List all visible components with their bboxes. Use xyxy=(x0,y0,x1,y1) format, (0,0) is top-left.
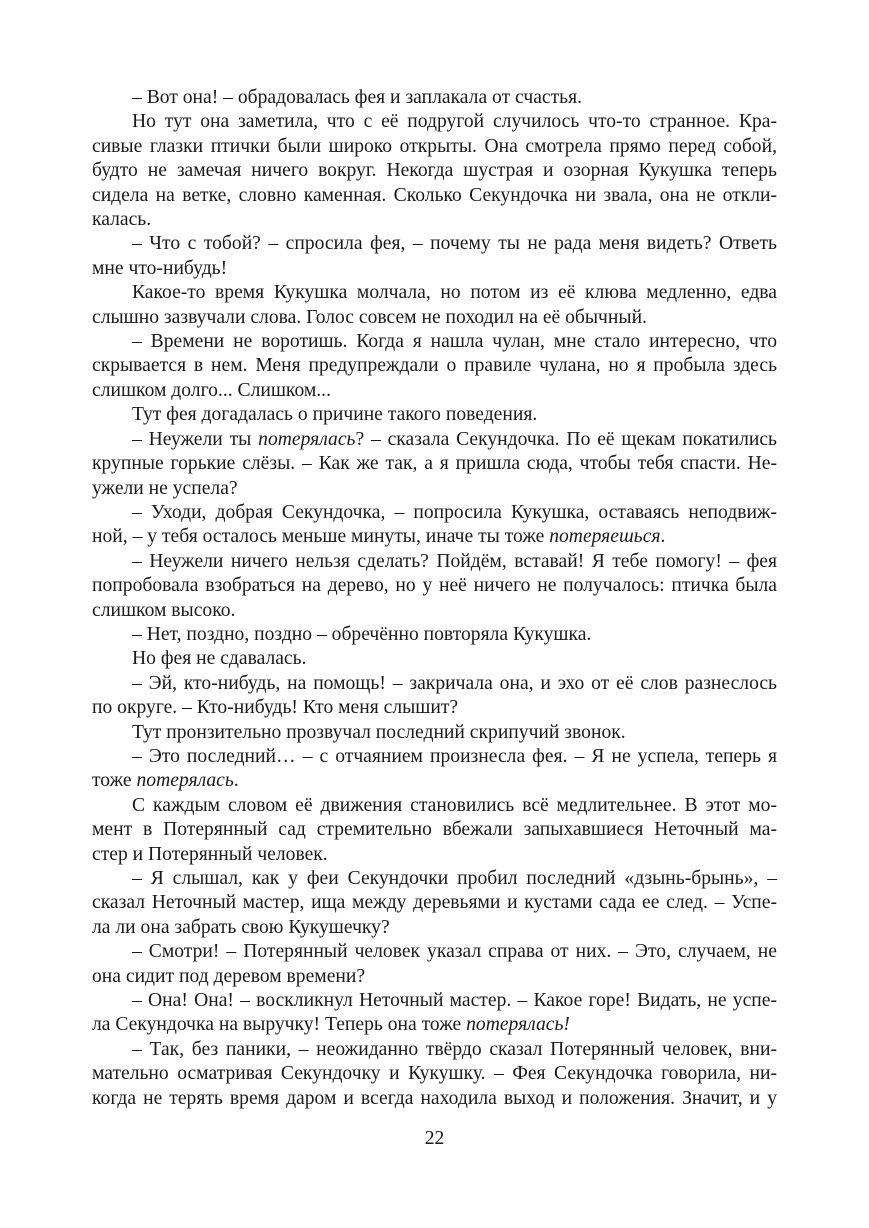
text-run: . xyxy=(660,526,666,548)
text-line xyxy=(92,550,777,574)
text-line xyxy=(92,306,777,330)
paragraph xyxy=(92,1038,777,1111)
text-line xyxy=(92,428,777,452)
text-line xyxy=(92,843,777,867)
text-line xyxy=(92,745,777,769)
text-line xyxy=(92,525,777,549)
text-run: тоже xyxy=(92,770,137,792)
text-line xyxy=(92,135,777,159)
text-line xyxy=(92,916,777,940)
text-run: – Неужели ты xyxy=(132,428,259,450)
text-run: сказал Неточный мастер, ища между деревьями и кустами сада ее след. – Успе- xyxy=(92,892,777,914)
text-line xyxy=(92,477,777,501)
paragraph xyxy=(92,403,777,427)
text-line xyxy=(92,794,777,818)
paragraph xyxy=(92,867,777,940)
text-run: – Я слышал, как у феи Секундочки пробил последний «дзынь-брынь», – xyxy=(132,868,777,889)
text-line xyxy=(92,867,777,891)
italic-text: потеряешься xyxy=(549,526,661,548)
text-run: когда не терять время даром и всегда находила выход и положения. Значит, и у xyxy=(92,1087,777,1109)
paragraph xyxy=(92,501,777,550)
text-run: Но фея не сдавалась. xyxy=(132,648,307,670)
text-run: – Так, без паники, – неожиданно твёрдо сказал Потерянный человек, вни- xyxy=(132,1038,777,1060)
text-line xyxy=(92,354,777,378)
text-run: – Она! Она! – воскликнул Неточный мастер. – Какое горе! Видать, не успе- xyxy=(132,990,777,1012)
italic-text: потерялась! xyxy=(466,1014,570,1036)
text-run: Тут фея догадалась о причине такого поведения. xyxy=(132,404,538,426)
text-run: ла ли она забрать свою Кукушечку? xyxy=(92,916,390,938)
italic-text: потерялась xyxy=(136,770,234,792)
text-run: – Времени не воротишь. Когда я нашла чулан, мне стало интересно, что xyxy=(132,331,777,353)
paragraph xyxy=(92,232,777,281)
text-run: . xyxy=(233,770,239,792)
text-run: – Смотри! – Потерянный человек указал справа от них. – Это, случаем, не xyxy=(132,941,777,963)
text-run: слышно зазвучали слова. Голос совсем не походил на её обычный. xyxy=(92,306,647,328)
text-line xyxy=(92,1013,777,1037)
text-run: – Эй, кто-нибудь, на помощь! – закричала она, и эхо от её слов разнеслось xyxy=(132,672,777,694)
text-line xyxy=(92,330,777,354)
text-run: мательно осматривая Секундочку и Кукушку. – Фея Секундочка говорила, ни- xyxy=(92,1063,777,1085)
text-run: калась. xyxy=(92,209,152,231)
paragraph xyxy=(92,330,777,403)
text-run: по округе. – Кто-нибудь! Кто меня слышит? xyxy=(92,697,459,719)
text-line xyxy=(92,86,777,110)
text-run: сивые глазки птички были широко открыты. Она смотрела прямо перед собой, xyxy=(92,135,777,157)
text-run: ла Секундочка на выручку! Теперь она тоже xyxy=(92,1014,467,1036)
text-run: слишком высоко. xyxy=(92,599,236,621)
text-line xyxy=(92,281,777,305)
text-run: будто не замечая ничего вокруг. Некогда шустрая и озорная Кукушка теперь xyxy=(92,160,777,182)
text-line xyxy=(92,965,777,989)
paragraph xyxy=(92,721,777,745)
text-run: стер и Потерянный человек. xyxy=(92,843,328,865)
text-line xyxy=(92,769,777,793)
text-line xyxy=(92,696,777,720)
paragraph xyxy=(92,550,777,623)
text-run: слишком долго... Слишком... xyxy=(92,379,331,401)
body-text xyxy=(92,86,777,1111)
text-line xyxy=(92,818,777,842)
text-line xyxy=(92,1087,777,1111)
text-run: – Что с тобой? – спросила фея, – почему ты не рада меня видеть? Ответь xyxy=(132,233,777,255)
text-line xyxy=(92,940,777,964)
text-line xyxy=(92,721,777,745)
text-line xyxy=(92,501,777,525)
text-line xyxy=(92,1038,777,1062)
paragraph xyxy=(92,672,777,721)
text-line xyxy=(92,110,777,134)
text-run: скрывается в нем. Меня предупреждали о правиле чулана, но я пробыла здесь xyxy=(92,355,777,377)
text-line xyxy=(92,599,777,623)
text-run: крупные горькие слёзы. – Как же так, а я пришла сюда, чтобы тебя спасти. Не- xyxy=(92,453,777,475)
text-line xyxy=(92,379,777,403)
text-line xyxy=(92,989,777,1013)
text-run: С каждым словом её движения становились всё медлительнее. В этот мо- xyxy=(132,794,777,816)
text-line xyxy=(92,452,777,476)
text-run: Но тут она заметила, что с её подругой случилось что-то странное. Кра- xyxy=(132,111,777,133)
text-line xyxy=(92,403,777,427)
text-run: она сидит под деревом времени? xyxy=(92,965,366,987)
italic-text: потерялась xyxy=(258,428,356,450)
paragraph xyxy=(92,745,777,794)
text-line xyxy=(92,232,777,256)
paragraph xyxy=(92,647,777,671)
text-line xyxy=(92,159,777,183)
paragraph xyxy=(92,623,777,647)
paragraph xyxy=(92,794,777,867)
text-line xyxy=(92,647,777,671)
text-run: ной, – у тебя осталось меньше минуты, иначе ты тоже xyxy=(92,526,550,548)
text-run: ужели не успела? xyxy=(92,477,238,499)
text-run: – Это последний… – с отчаянием произнесла фея. – Я не успела, теперь я xyxy=(132,745,777,767)
text-run: – Вот она! – обрадовалась фея и заплакала от счастья. xyxy=(132,87,583,108)
paragraph xyxy=(92,940,777,989)
text-run: ? – сказала Секундочка. По её щекам покатились xyxy=(355,428,777,450)
text-run: сидела на ветке, словно каменная. Сколько Секундочка ни звала, она не откли- xyxy=(92,184,777,206)
text-line xyxy=(92,184,777,208)
text-run: – Уходи, добрая Секундочка, – попросила Кукушка, оставаясь неподвиж- xyxy=(132,501,777,523)
paragraph xyxy=(92,989,777,1038)
text-run: попробовала взобраться на дерево, но у неё ничего не получалось: птичка была xyxy=(92,575,777,597)
text-line xyxy=(92,891,777,915)
paragraph xyxy=(92,281,777,330)
text-line xyxy=(92,208,777,232)
paragraph xyxy=(92,110,777,232)
text-run: мент в Потерянный сад стремительно вбежали запыхавшиеся Неточный ма- xyxy=(92,819,777,841)
text-line xyxy=(92,1062,777,1086)
paragraph xyxy=(92,428,777,501)
text-run: Тут пронзительно прозвучал последний скрипучий звонок. xyxy=(132,721,626,743)
text-line xyxy=(92,257,777,281)
text-run: – Неужели ничего нельзя сделать? Пойдём, вставай! Я тебе помогу! – фея xyxy=(132,550,777,572)
paragraph xyxy=(92,86,777,110)
page-number: 22 xyxy=(424,1128,445,1149)
text-line xyxy=(92,672,777,696)
text-run: Какое-то время Кукушка молчала, но потом из её клюва медленно, едва xyxy=(132,282,777,304)
text-line xyxy=(92,623,777,647)
text-line xyxy=(92,574,777,598)
text-run: – Нет, поздно, поздно – обречённо повторяла Кукушка. xyxy=(132,623,592,645)
text-run: мне что-нибудь! xyxy=(92,257,228,279)
